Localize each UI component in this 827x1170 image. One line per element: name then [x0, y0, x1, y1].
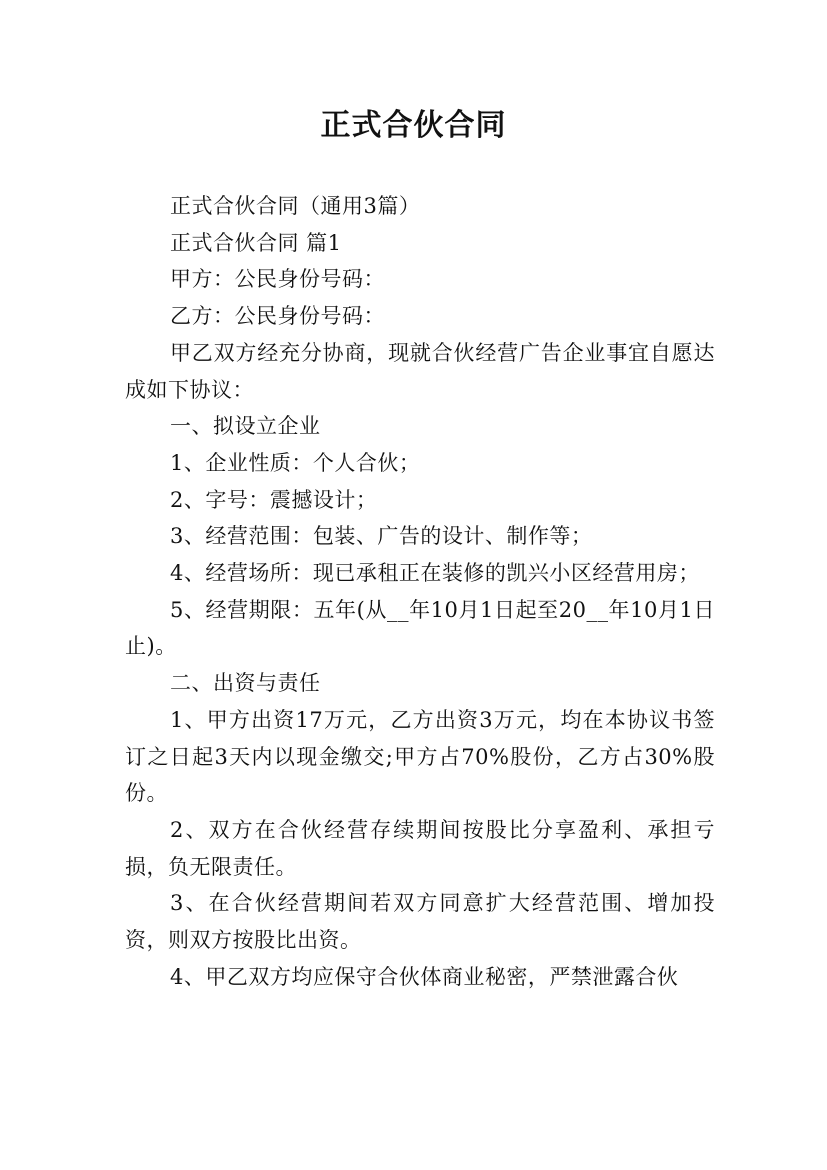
paragraph: 5、经营期限：五年(从__年10月1日起至20__年10月1日止)。 — [125, 597, 715, 659]
section-heading: 二、出资与责任 — [170, 671, 321, 696]
paragraph: 甲方：公民身份号码： — [170, 267, 385, 292]
paragraph: 2、双方在合伙经营存续期间按股比分享盈利、承担亏损，负无限责任。 — [125, 817, 715, 879]
paragraph: 1、企业性质：个人合伙； — [170, 450, 421, 475]
paragraph: 4、甲乙双方均应保守合伙体商业秘密，严禁泄露合伙 — [170, 964, 679, 989]
paragraph: 2、字号：震撼设计； — [170, 487, 378, 512]
document-title: 正式合伙合同 — [320, 108, 507, 143]
paragraph: 乙方：公民身份号码： — [170, 304, 385, 329]
paragraph: 甲乙双方经充分协商，现就合伙经营广告企业事宜自愿达成如下协议： — [125, 340, 715, 402]
paragraph: 正式合伙合同（通用3篇） — [170, 194, 421, 218]
paragraph: 4、经营场所：现已承租正在装修的凯兴小区经营用房； — [170, 561, 700, 586]
document-body — [125, 188, 715, 995]
section-heading: 一、拟设立企业 — [170, 414, 321, 439]
paragraph: 3、经营范围：包装、广告的设计、制作等； — [170, 524, 593, 549]
paragraph: 1、甲方出资17万元，乙方出资3万元，均在本协议书签订之日起3天内以现金缴交;甲方占70%股份，乙方占30%股份。 — [125, 707, 715, 806]
paragraph: 3、在合伙经营期间若双方同意扩大经营范围、增加投资，则双方按股比出资。 — [125, 891, 715, 953]
paragraph: 正式合伙合同 篇1 — [170, 230, 342, 255]
